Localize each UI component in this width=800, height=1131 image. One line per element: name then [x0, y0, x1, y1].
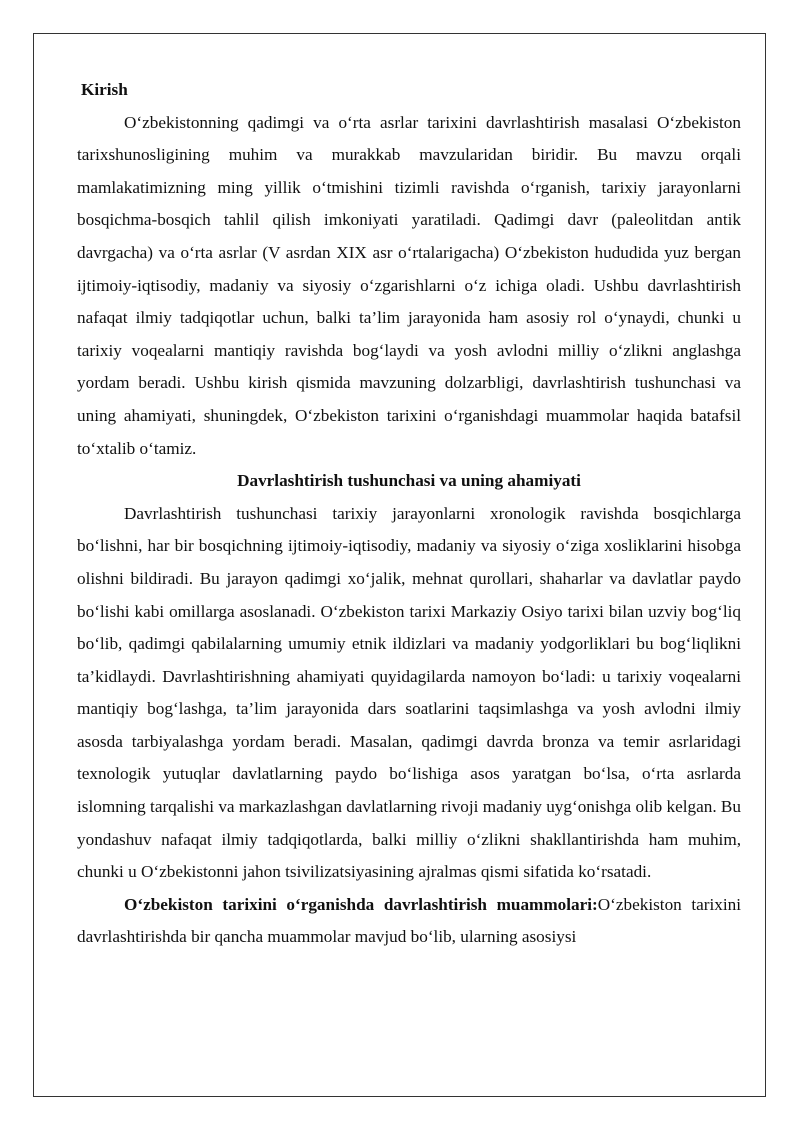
concept-paragraph: Davrlashtirish tushunchasi tarixiy jarayonlarni xronologik ravishda bosqichlarga bo‘lishni, har bir bosqichning ijtimoiy-iqtisodiy, madaniy va siyosiy o‘ziga xosliklarini hisobga olishni bildiradi. Bu jarayon qadimgi xo‘jalik, mehnat qurollari, shaharlar va davlatlar paydo bo‘lishi kabi omillarga asoslanadi. O‘zbekiston tarixi Markaziy Osiyo tarixi bilan uzviy bog‘liq bo‘lib, qadimgi qabilalarning umumiy etnik ildizlari va madaniy yodgorliklari bu bog‘liqlikni ta’kidlaydi. Davrlashtirishning ahamiyati quyidagilarda namoyon bo‘ladi: u tarixiy voqealarni mantiqiy bog‘lashga, ta’lim jarayonida dars soatlarini taqsimlashga va yosh avlodni ilmiy asosda tarbiyalashga yordam beradi. Masalan, qadimgi davrda bronza va temir asrlaridagi texnologik yutuqlar davlatlarning paydo bo‘lishiga asos yaratgan bo‘lsa, o‘rta asrlarda islomning tarqalishi va markazlashgan davlatlarning rivoji madaniy uyg‘onishga olib kelgan. Bu yondashuv nafaqat ilmiy tadqiqotlarda, balki milliy o‘zlikni shakllantirishda ham muhim, chunki u O‘zbekistonni jahon tsivilizatsiyasining ajralmas qismi sifatida ko‘rsatadi.	[77, 503, 741, 882]
intro-paragraph: O‘zbekistonning qadimgi va o‘rta asrlar tarixini davrlashtirish masalasi O‘zbekiston tarixshunosligining muhim va murakkab mavzularidan biridir. Bu mavzu orqali mamlakatimizning ming yillik o‘tmishini tizimli ravishda o‘rganish, tarixiy jarayonlarni bosqichma-bosqich tahlil qilish imkoniyati yaratiladi. Qadimgi davr (paleolitdan antik davrgacha) va o‘rta asrlar (V asrdan XIX asr o‘rtalarigacha) O‘zbekiston hududida yuz bergan ijtimoiy-iqtisodiy, madaniy va siyosiy o‘zgarishlarni o‘z ichiga oladi. Ushbu davrlashtirish nafaqat ilmiy tadqiqotlar uchun, balki ta’lim jarayonida ham asosiy rol o‘ynaydi, chunki u tarixiy voqealarni mantiqiy ravishda bog‘laydi va yosh avlodni milliy o‘zlikni anglashga yordam beradi. Ushbu kirish qismida mavzuning dolzarbligi, davrlashtirish tushunchasi va uning ahamiyati, shuningdek, O‘zbekiston tarixini o‘rganishdagi muammolar haqida batafsil to‘xtalib o‘tamiz.	[77, 112, 741, 458]
problems-text: O‘zbekiston tarixini davrlashtirishda bir qancha muammolar mavjud bo‘lib, ularning asosiysi	[77, 894, 741, 947]
document-body	[77, 74, 741, 954]
problems-heading: O‘zbekiston tarixini o‘rganishda davrlashtirish muammolari:	[124, 894, 598, 914]
section-heading-concept: Davrlashtirish tushunchasi va uning ahamiyati	[237, 471, 581, 491]
problems-paragraph	[77, 889, 741, 954]
section-heading-intro: Kirish	[81, 80, 128, 99]
